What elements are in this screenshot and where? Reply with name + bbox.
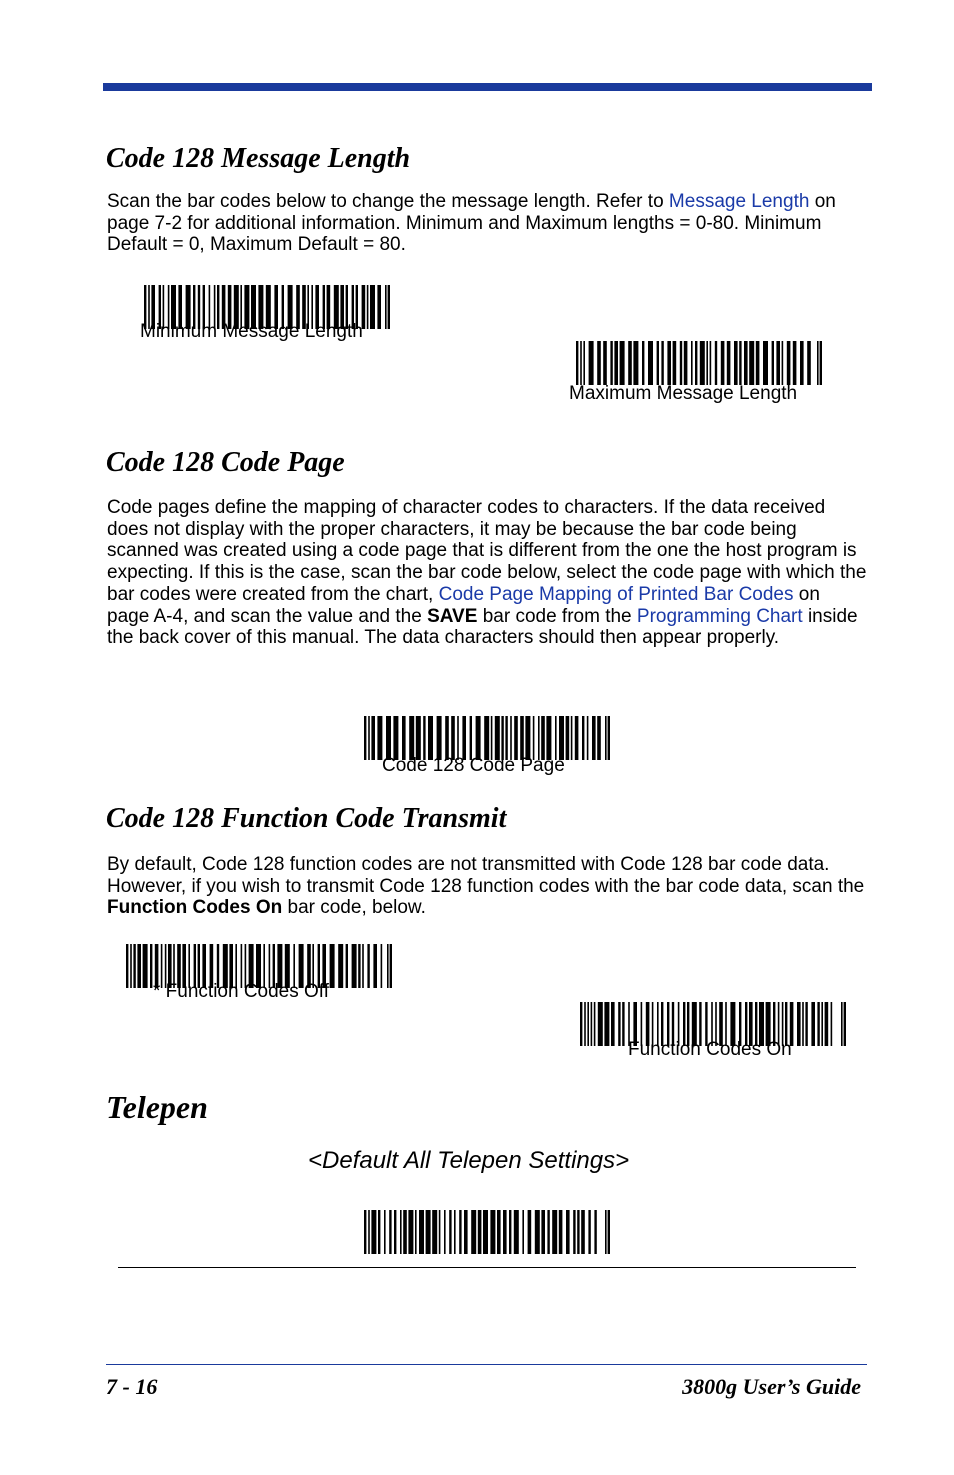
telepen-default-label: <Default All Telepen Settings> <box>308 1147 630 1174</box>
message-length-body <box>107 191 867 256</box>
body-text: Scan the bar codes below to change the message length. Refer to <box>107 191 669 212</box>
function-code-body <box>107 854 867 919</box>
message-length-link[interactable]: Message Length <box>668 191 810 212</box>
min-message-length-caption: Minimum Message Length <box>140 321 363 342</box>
body-text: bar code, below. <box>282 897 426 919</box>
footer-rule <box>106 1364 867 1365</box>
programming-chart-link[interactable]: Programming Chart <box>636 605 803 627</box>
code-page-mapping-link[interactable]: Code Page Mapping of Printed Bar Codes <box>438 583 794 605</box>
save-bold: SAVE <box>427 605 478 627</box>
function-codes-on-caption: Function Codes On <box>628 1039 792 1060</box>
code-page-caption: Code 128 Code Page <box>382 755 565 776</box>
body-text: inside the back cover of this manual. The data characters should then appear properly. <box>107 605 858 649</box>
section-title-code-page: Code 128 Code Page <box>106 447 345 478</box>
section-title-function-code: Code 128 Function Code Transmit <box>106 803 507 834</box>
header-accent-bar <box>103 83 872 91</box>
code-page-barcode <box>364 716 610 760</box>
max-message-length-barcode <box>576 341 822 385</box>
telepen-default-barcode <box>364 1210 610 1254</box>
body-text: Code pages define the mapping of character codes to characters. If the data received does not display with the proper characters, it may be because the bar code being scanned was created using a code page that is different from the one the host program is expecting. If this is the case, scan the bar code below, select the code page with which the bar codes were created from the chart, <box>107 497 867 605</box>
code-page-body <box>107 497 867 649</box>
body-text: By default, Code 128 function codes are not transmitted with Code 128 bar code data. However, if you wish to transmit Code 128 function codes with the bar code data, scan the <box>107 854 865 897</box>
section-title-message-length: Code 128 Message Length <box>106 143 411 174</box>
body-text: bar code from the <box>477 605 637 627</box>
footer-page-number: 7 - 16 <box>106 1374 158 1399</box>
function-codes-on-bold: Function Codes On <box>107 897 283 919</box>
max-message-length-caption: Maximum Message Length <box>569 383 798 404</box>
section-divider <box>118 1267 856 1268</box>
body-text: on page 7-2 for additional information. Minimum and Maximum lengths = 0-80. Minimum Default = 0, Maximum Default = 80. <box>107 191 836 256</box>
body-text: on page A-4, and scan the value and the <box>107 583 820 627</box>
section-title-telepen: Telepen <box>106 1089 208 1125</box>
footer-guide-title: 3800g User’s Guide <box>682 1374 861 1399</box>
function-codes-off-caption: * Function Codes Off <box>153 981 330 1002</box>
